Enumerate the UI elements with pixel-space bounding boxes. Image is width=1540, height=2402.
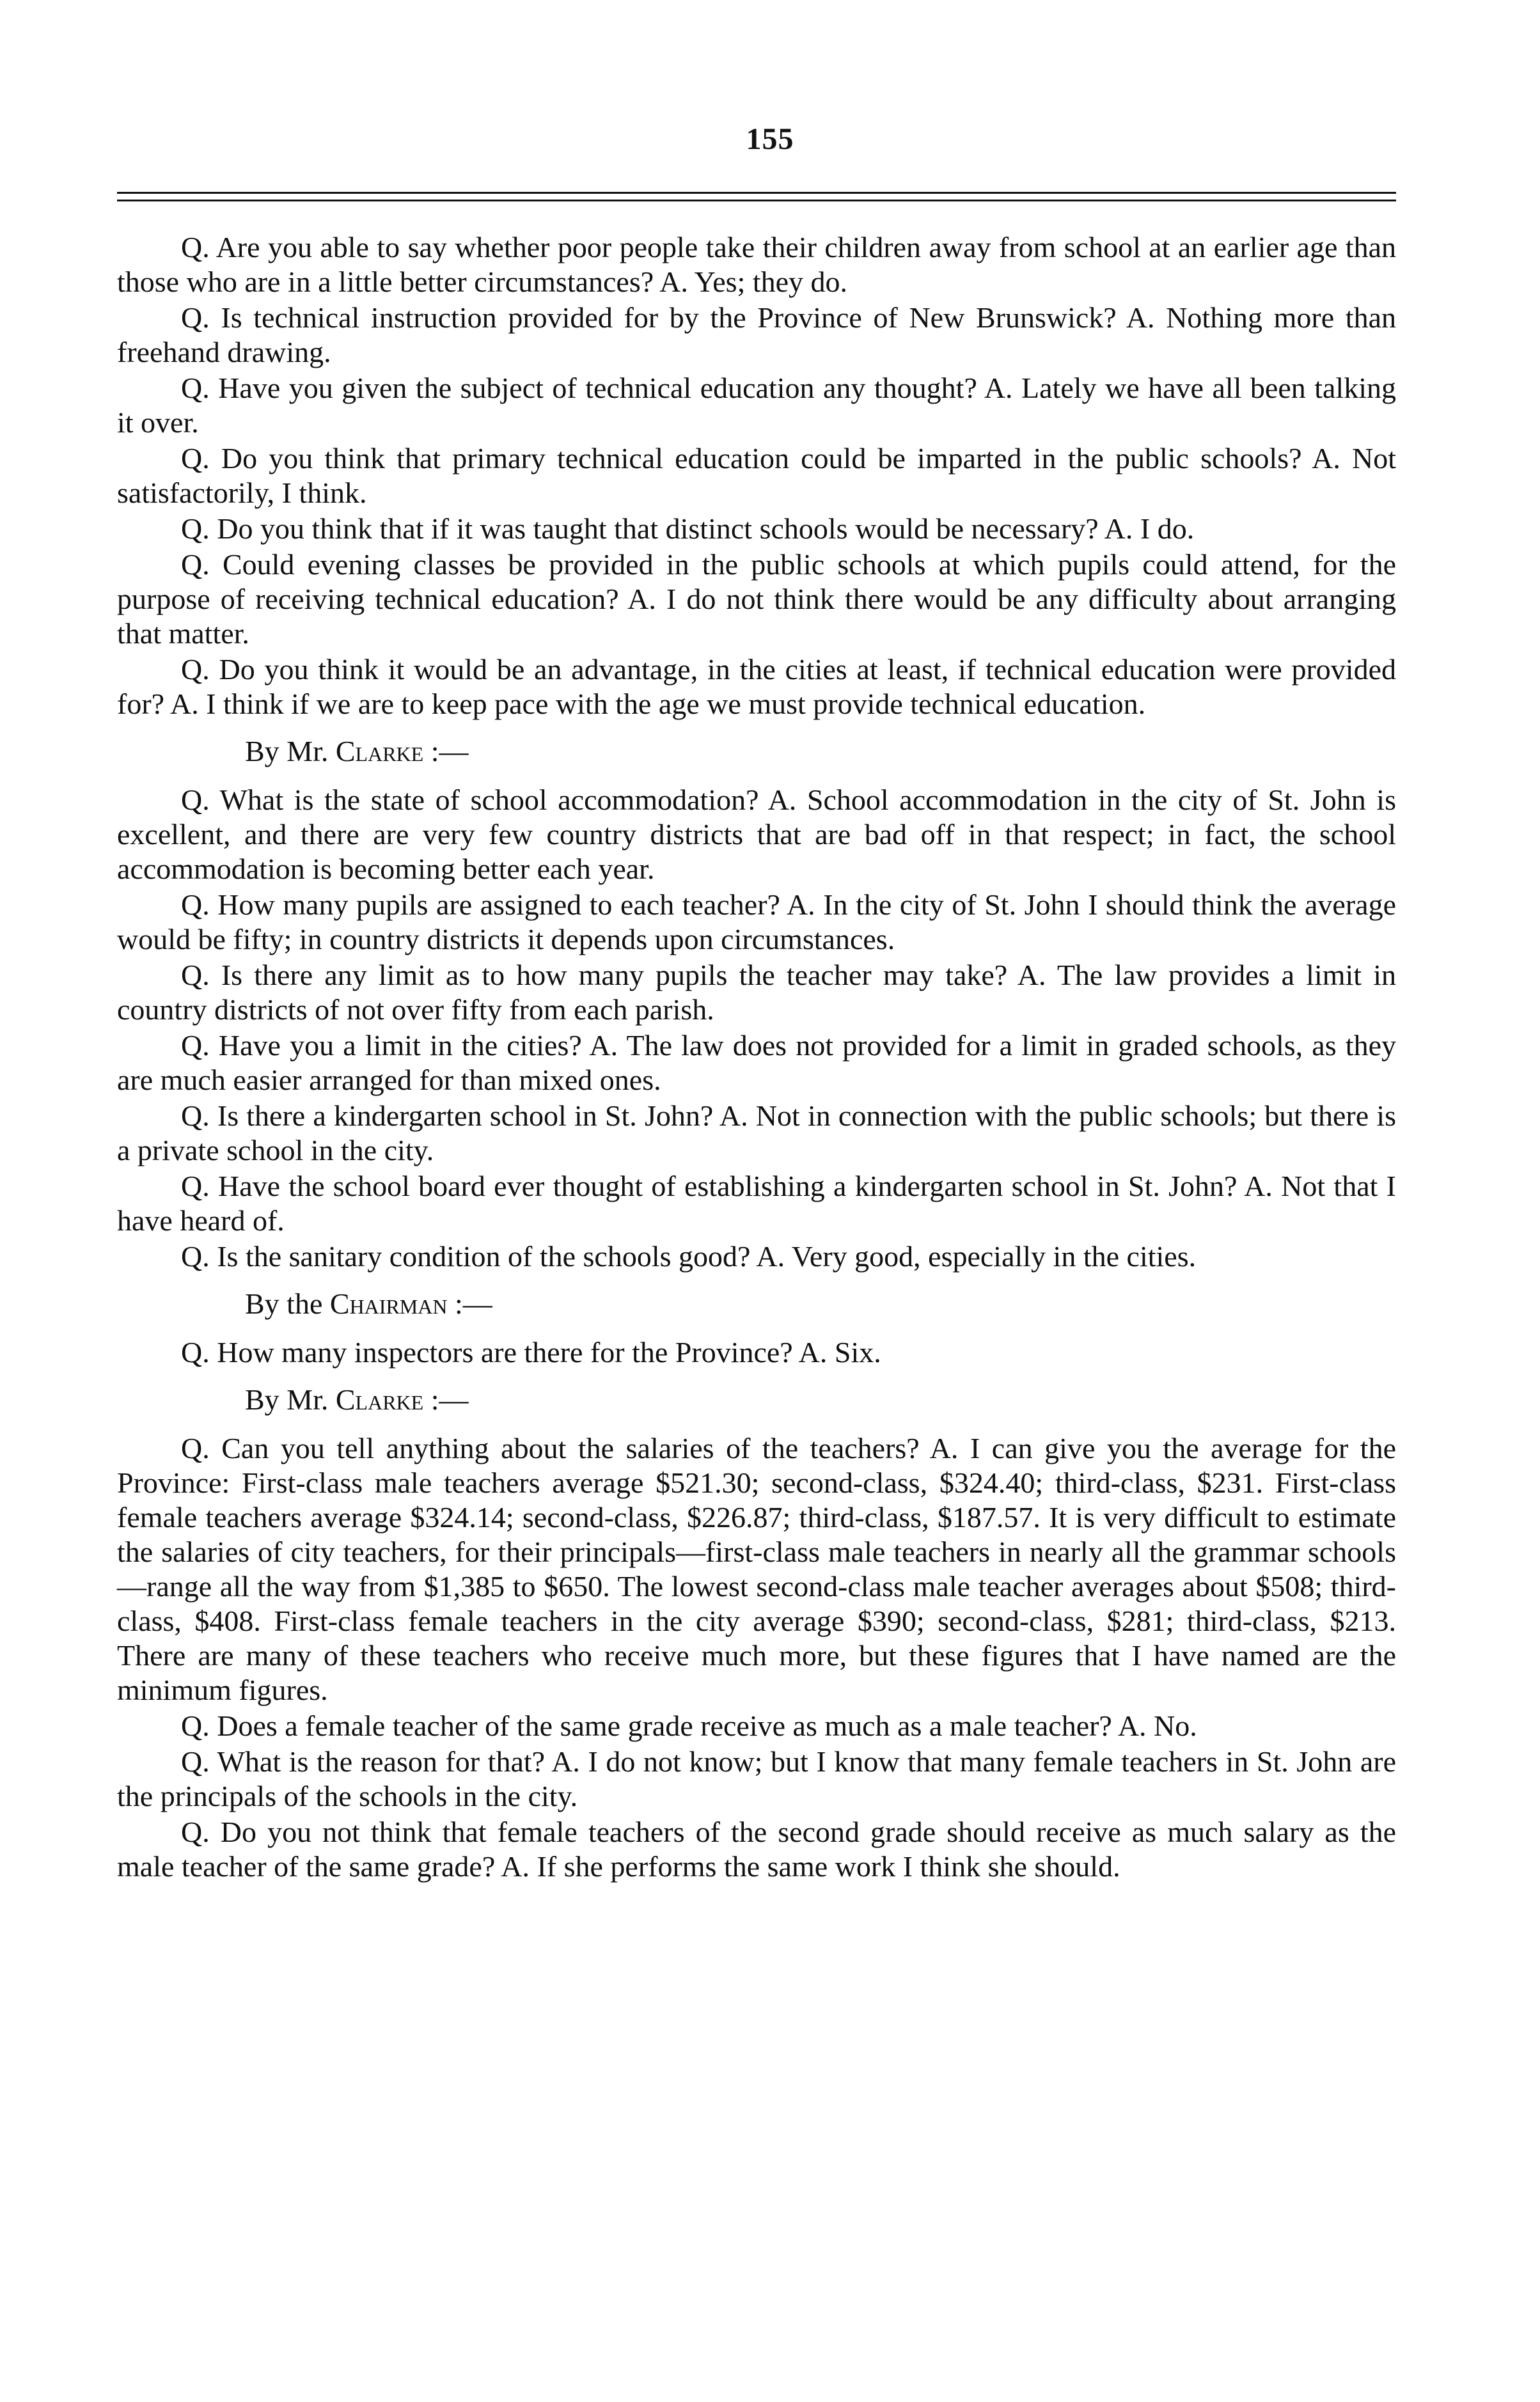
paragraph: Q. Is there any limit as to how many pupils the teacher may take? A. The law provides a limit in country districts of not over fifty from each parish. [117,959,1396,1026]
header-rule-top [117,192,1396,194]
speaker-name: Clarke [335,735,424,767]
speaker-heading [117,1287,1396,1321]
paragraph: Q. Are you able to say whether poor people take their children away from school at an earlier age than those who are in a little better circumstances? A. Yes; they do. [117,231,1396,298]
paragraph: Q. Could evening classes be provided in the public schools at which pupils could attend, for the purpose of receiving technical education? A. I do not think there would be any difficulty about arranging that matter. [117,548,1396,650]
paragraph: Q. Is technical instruction provided for by the Province of New Brunswick? A. Nothing more than freehand drawing. [117,301,1396,368]
paragraph: Q. How many pupils are assigned to each teacher? A. In the city of St. John I should think the average would be fifty; in country districts it depends upon circumstances. [117,888,1396,955]
paragraph: Q. Do you think that if it was taught that distinct schools would be necessary? A. I do. [181,512,1195,545]
testimony-body [117,230,1396,1885]
speaker-prefix: By Mr. [245,735,336,767]
paragraph: Q. What is the state of school accommodation? A. School accommodation in the city of St. John is excellent, and there are very few country districts that are bad off in that respect; in fact, the school accommodation is becoming better each year. [117,783,1396,885]
paragraph: Q. Does a female teacher of the same grade receive as much as a male teacher? A. No. [181,1709,1197,1742]
speaker-prefix: By the [245,1287,330,1320]
paragraph: Q. Is there a kindergarten school in St. John? A. Not in connection with the public schools; but there is a private school in the city. [117,1099,1396,1166]
paragraph: Q. Do you think that primary technical education could be imparted in the public schools? A. Not satisfactorily, I think. [117,442,1396,509]
speaker-prefix: By Mr. [245,1383,336,1416]
speaker-suffix: :— [430,1383,469,1416]
paragraph: Q. What is the reason for that? A. I do not know; but I know that many female teachers in St. John are the principals of the schools in the city. [117,1745,1396,1812]
speaker-name: Clarke [335,1383,424,1416]
paragraph: Q. Do you not think that female teachers of the second grade should receive as much salary as the male teacher of the same grade? A. If she performs the same work I think she should. [117,1816,1396,1883]
speaker-name: Chairman [329,1287,448,1320]
page-number: 155 [746,122,794,156]
paragraph: Q. Have the school board ever thought of establishing a kindergarten school in St. John? A. Not that I have heard of. [117,1170,1396,1237]
paragraph: Q. How many inspectors are there for the Province? A. Six. [181,1336,881,1369]
paragraph: Q. Have you given the subject of technical education any thought? A. Lately we have all been talking it over. [117,372,1396,439]
paragraph: Q. Do you think it would be an advantage, in the cities at least, if technical education were provided for? A. I think if we are to keep pace with the age we must provide technical education. [117,653,1396,720]
speaker-heading [117,1383,1396,1417]
paragraph: Q. Have you a limit in the cities? A. The law does not provided for a limit in graded schools, as they are much easier arranged for than mixed ones. [117,1029,1396,1096]
paragraph: Q. Is the sanitary condition of the schools good? A. Very good, especially in the cities. [181,1240,1197,1273]
paragraph: Q. Can you tell anything about the salaries of the teachers? A. I can give you the average for the Province: First-class male teachers average $521.30; second-class, $324.40; third-class, $231. First-class female teachers average $324.14; second-class, $226.87; third-class, $187.57. It is very difficult to estimate the salaries of city teachers, for their principals—first-class male teachers in nearly all the grammar schools—range all the way from $1,385 to $650. The lowest second-class male teacher averages about $508; third-class, $408. First-class female teachers in the city average $390; second-class, $281; third-class, $213. There are many of these teachers who receive much more, but these figures that I have named are the minimum figures. [117,1432,1396,1706]
speaker-suffix: :— [454,1287,492,1320]
speaker-heading [117,734,1396,769]
header-rule-bottom [117,200,1396,201]
speaker-suffix: :— [430,735,469,767]
